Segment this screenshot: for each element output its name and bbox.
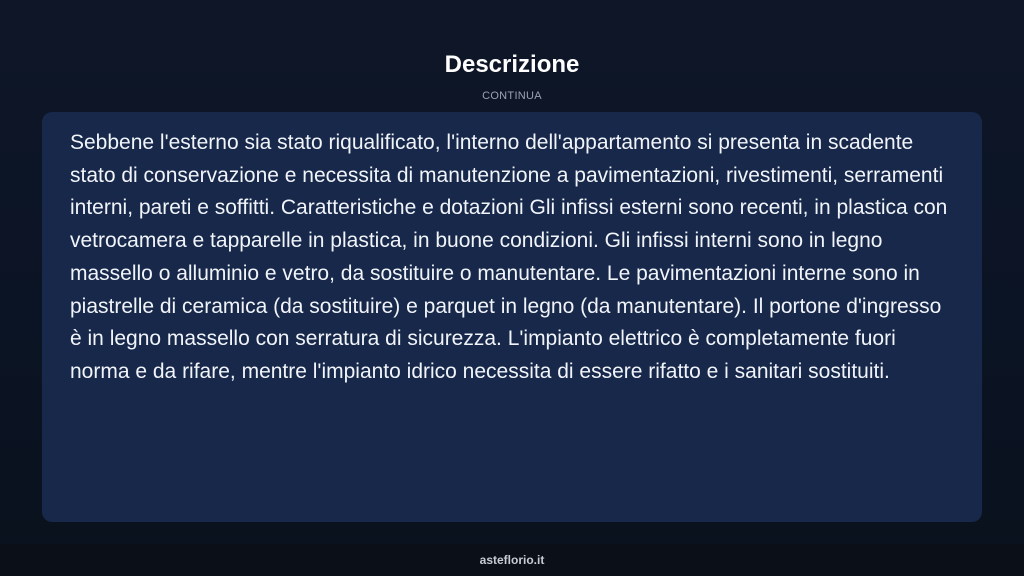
description-card xyxy=(42,112,982,522)
footer xyxy=(0,544,1024,576)
page-title: Descrizione xyxy=(444,51,580,78)
continue-label: CONTINUA xyxy=(482,90,542,102)
site-name: asteflorio.it xyxy=(479,553,545,567)
description-text: Sebbene l'esterno sia stato riqualificato, l'interno dell'appartamento si presenta in scadente stato di conservazione e necessita di manutenzione a pavimentazioni, rivestimenti, serramenti interni, pareti e soffitti. Caratteristiche e dotazioni Gli infissi esterni sono recenti, in plastica con vetrocamera e tapparelle in plastica, in buone condizioni. Gli infissi interni sono in legno massello o alluminio e vetro, da sostituire o manutentare. Le pavimentazioni interne sono in piastrelle di ceramica (da sostituire) e parquet in legno (da manutentare). Il portone d'ingresso è in legno massello con serratura di sicurezza. L'impianto elettrico è completamente fuori norma e da rifare, mentre l'impianto idrico necessita di essere rifatto e i sanitari sostituiti. xyxy=(70,131,948,383)
